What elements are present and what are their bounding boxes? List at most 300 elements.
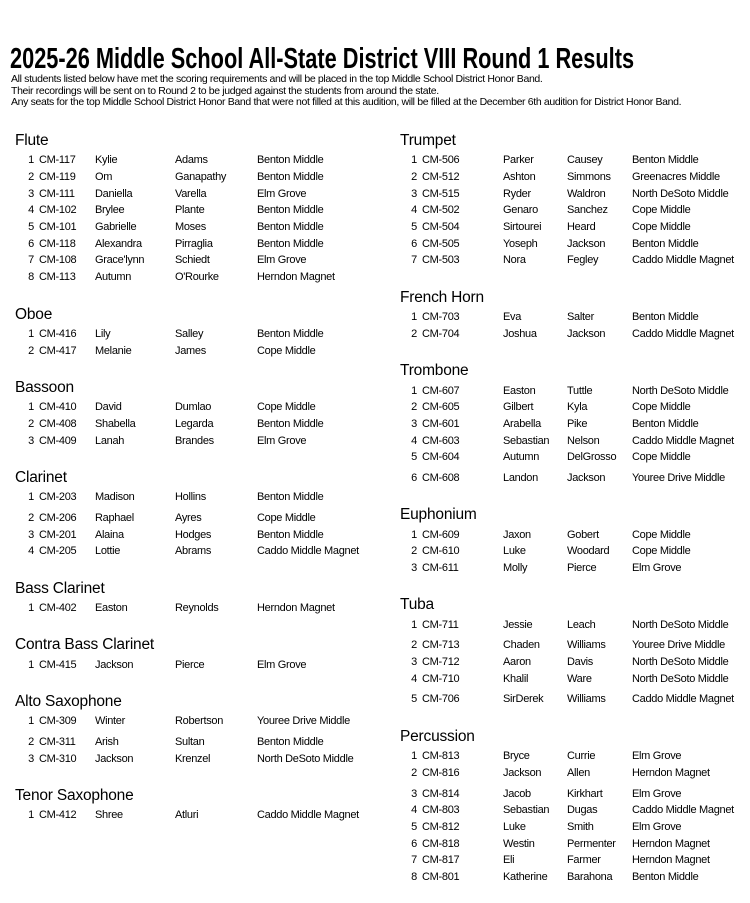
audition-id-cell: CM-704 [422, 327, 460, 340]
rank-cell: 1 [411, 750, 417, 763]
table-row [390, 802, 750, 819]
school-cell: Benton Middle [257, 417, 324, 430]
audition-id-cell: CM-108 [39, 254, 77, 267]
audition-id-cell: CM-309 [39, 715, 77, 728]
instrument-section-title: Euphonium [400, 506, 477, 524]
intro-line-2: Their recordings will be sent on to Round 2 to be judged against the students from around the state. [11, 84, 439, 97]
last-name-cell: Salley [175, 327, 204, 340]
audition-id-cell: CM-710 [422, 672, 460, 685]
last-name-cell: Permenter [567, 837, 616, 850]
instrument-section [390, 505, 750, 576]
audition-id-cell: CM-712 [422, 656, 460, 669]
first-name-cell: Aaron [503, 656, 531, 669]
instrument-section [0, 635, 390, 673]
school-cell: Benton Middle [257, 491, 324, 504]
last-name-cell: Hollins [175, 491, 206, 504]
school-cell: Elm Grove [257, 254, 307, 267]
school-cell: Elm Grove [257, 187, 307, 200]
audition-id-cell: CM-611 [422, 562, 459, 575]
table-row [390, 470, 750, 487]
school-cell: Benton Middle [257, 204, 324, 217]
table-row [390, 748, 750, 765]
section-rows [390, 152, 750, 269]
first-name-cell: David [95, 401, 122, 414]
last-name-cell: Kirkhart [567, 787, 603, 800]
table-row [390, 560, 750, 577]
table-row [0, 432, 390, 449]
table-row [390, 691, 750, 708]
last-name-cell: Williams [567, 639, 606, 652]
audition-id-cell: CM-706 [422, 693, 460, 706]
rank-cell: 1 [28, 491, 34, 504]
first-name-cell: Jacob [503, 787, 531, 800]
first-name-cell: Raphael [95, 511, 134, 524]
audition-id-cell: CM-512 [422, 171, 460, 184]
table-row [0, 543, 390, 560]
instrument-section-title: Contra Bass Clarinet [15, 636, 155, 654]
first-name-cell: Brylee [95, 204, 125, 217]
first-name-cell: Katherine [503, 870, 548, 883]
school-cell: Benton Middle [257, 327, 324, 340]
table-row [390, 616, 750, 633]
first-name-cell: Ashton [503, 171, 536, 184]
audition-id-cell: CM-408 [39, 417, 77, 430]
instrument-section [390, 361, 750, 486]
last-name-cell: Abrams [175, 545, 212, 558]
table-row [390, 326, 750, 343]
section-rows [390, 309, 750, 342]
school-cell: Benton Middle [632, 237, 699, 250]
audition-id-cell: CM-515 [422, 187, 460, 200]
school-cell: Caddo Middle Magnet [632, 693, 734, 706]
school-cell: Herndon Magnet [632, 837, 710, 850]
rank-cell: 1 [28, 327, 34, 340]
last-name-cell: Allen [567, 766, 590, 779]
audition-id-cell: CM-203 [39, 491, 77, 504]
table-row [390, 835, 750, 852]
table-row [0, 169, 390, 186]
school-cell: Cope Middle [632, 401, 691, 414]
rank-cell: 1 [28, 154, 34, 167]
audition-id-cell: CM-609 [422, 528, 460, 541]
first-name-cell: Om [95, 171, 113, 184]
school-cell: Elm Grove [257, 658, 307, 671]
first-name-cell: Jackson [95, 752, 134, 765]
school-cell: Youree Drive Middle [257, 715, 350, 728]
school-cell: Caddo Middle Magnet [632, 434, 734, 447]
first-name-cell: Luke [503, 820, 526, 833]
first-name-cell: Molly [503, 562, 528, 575]
first-name-cell: Jessie [503, 618, 533, 631]
audition-id-cell: CM-713 [422, 639, 460, 652]
first-name-cell: Shree [95, 809, 123, 822]
table-row [0, 152, 390, 169]
rank-cell: 2 [411, 545, 417, 558]
school-cell: Caddo Middle Magnet [632, 327, 734, 340]
first-name-cell: Ryder [503, 187, 531, 200]
instrument-section-title: Bassoon [15, 378, 74, 396]
last-name-cell: Sanchez [567, 204, 608, 217]
instrument-section [0, 378, 390, 449]
last-name-cell: Waldron [567, 187, 606, 200]
audition-id-cell: CM-504 [422, 221, 460, 234]
intro-text [11, 74, 681, 109]
first-name-cell: Arish [95, 736, 119, 749]
first-name-cell: Khalil [503, 672, 529, 685]
instrument-section-title: Oboe [15, 305, 53, 323]
audition-id-cell: CM-402 [39, 602, 77, 615]
table-row [0, 526, 390, 543]
section-rows [390, 382, 750, 486]
last-name-cell: Farmer [567, 854, 601, 867]
school-cell: Benton Middle [632, 154, 699, 167]
rank-cell: 2 [28, 344, 34, 357]
school-cell: North DeSoto Middle [632, 618, 729, 631]
last-name-cell: Plante [175, 204, 205, 217]
audition-id-cell: CM-605 [422, 401, 460, 414]
instrument-section-title: Tenor Saxophone [15, 787, 134, 805]
school-cell: North DeSoto Middle [632, 384, 729, 397]
rank-cell: 7 [28, 254, 34, 267]
table-row [0, 269, 390, 286]
rank-cell: 1 [411, 154, 417, 167]
last-name-cell: Moses [175, 221, 206, 234]
table-row [0, 807, 390, 824]
school-cell: Herndon Magnet [632, 854, 710, 867]
last-name-cell: Pike [567, 417, 588, 430]
rank-cell: 5 [411, 693, 417, 706]
last-name-cell: Adams [175, 154, 208, 167]
audition-id-cell: CM-816 [422, 766, 460, 779]
rank-cell: 8 [28, 271, 34, 284]
table-row [390, 185, 750, 202]
first-name-cell: Easton [95, 602, 128, 615]
table-row [0, 713, 390, 730]
rank-cell: 3 [411, 417, 417, 430]
rank-cell: 5 [28, 221, 34, 234]
table-row [0, 734, 390, 751]
first-name-cell: Shabella [95, 417, 136, 430]
school-cell: Caddo Middle Magnet [632, 804, 734, 817]
first-name-cell: Alexandra [95, 237, 142, 250]
audition-id-cell: CM-101 [39, 221, 77, 234]
rank-cell: 4 [28, 204, 34, 217]
first-name-cell: Lanah [95, 434, 125, 447]
school-cell: Elm Grove [632, 820, 682, 833]
audition-id-cell: CM-119 [39, 171, 76, 184]
table-row [0, 235, 390, 252]
last-name-cell: Heard [567, 221, 596, 234]
first-name-cell: Daniella [95, 187, 133, 200]
school-cell: Caddo Middle Magnet [632, 254, 734, 267]
rank-cell: 2 [411, 171, 417, 184]
audition-id-cell: CM-610 [422, 545, 460, 558]
table-row [390, 654, 750, 671]
table-row [0, 342, 390, 359]
audition-id-cell: CM-814 [422, 787, 460, 800]
first-name-cell: Landon [503, 471, 538, 484]
table-row [390, 152, 750, 169]
table-row [0, 750, 390, 767]
audition-id-cell: CM-102 [39, 204, 77, 217]
rank-cell: 7 [411, 254, 417, 267]
table-row [390, 449, 750, 466]
last-name-cell: Causey [567, 154, 603, 167]
table-row [0, 219, 390, 236]
first-name-cell: Westin [503, 837, 535, 850]
first-name-cell: Gabrielle [95, 221, 137, 234]
last-name-cell: Kyla [567, 401, 588, 414]
first-name-cell: Melanie [95, 344, 132, 357]
table-row [390, 765, 750, 782]
table-row [390, 785, 750, 802]
instrument-section [0, 786, 390, 824]
section-rows [0, 713, 390, 767]
section-rows [0, 399, 390, 449]
school-cell: Elm Grove [257, 434, 307, 447]
last-name-cell: Williams [567, 693, 606, 706]
audition-id-cell: CM-117 [39, 154, 76, 167]
first-name-cell: Genaro [503, 204, 538, 217]
school-cell: Cope Middle [257, 511, 316, 524]
school-cell: Cope Middle [257, 401, 316, 414]
rank-cell: 2 [411, 639, 417, 652]
last-name-cell: Smith [567, 820, 594, 833]
audition-id-cell: CM-111 [39, 187, 75, 200]
audition-id-cell: CM-506 [422, 154, 460, 167]
first-name-cell: Alaina [95, 528, 124, 541]
last-name-cell: Gobert [567, 528, 599, 541]
school-cell: Elm Grove [632, 787, 682, 800]
rank-cell: 4 [28, 545, 34, 558]
table-row [390, 432, 750, 449]
last-name-cell: Ganapathy [175, 171, 227, 184]
rank-cell: 5 [411, 451, 417, 464]
first-name-cell: Joshua [503, 327, 537, 340]
school-cell: Herndon Magnet [257, 602, 335, 615]
rank-cell: 1 [411, 311, 417, 324]
last-name-cell: Atluri [175, 809, 199, 822]
instrument-section-title: Flute [15, 132, 49, 149]
school-cell: Cope Middle [257, 344, 316, 357]
section-rows [390, 748, 750, 886]
last-name-cell: O'Rourke [175, 271, 219, 284]
column-left [0, 131, 390, 824]
first-name-cell: Lily [95, 327, 111, 340]
first-name-cell: Jackson [95, 658, 134, 671]
rank-cell: 3 [411, 656, 417, 669]
table-row [0, 416, 390, 433]
table-row [0, 202, 390, 219]
first-name-cell: Nora [503, 254, 526, 267]
rank-cell: 3 [411, 787, 417, 800]
audition-id-cell: CM-711 [422, 618, 459, 631]
rank-cell: 3 [28, 752, 34, 765]
school-cell: Cope Middle [632, 204, 691, 217]
column-right [390, 131, 750, 885]
section-rows [0, 656, 390, 673]
school-cell: Caddo Middle Magnet [257, 809, 359, 822]
last-name-cell: Nelson [567, 434, 600, 447]
table-row [390, 399, 750, 416]
section-rows [390, 526, 750, 576]
table-row [390, 169, 750, 186]
first-name-cell: Jaxon [503, 528, 531, 541]
intro-line-1: All students listed below have met the scoring requirements and will be placed in the top Middle School District Honor Band. [11, 73, 543, 85]
last-name-cell: Jackson [567, 471, 606, 484]
table-row [390, 637, 750, 654]
school-cell: Cope Middle [632, 221, 691, 234]
instrument-section [390, 727, 750, 886]
rank-cell: 2 [28, 511, 34, 524]
school-cell: Herndon Magnet [257, 271, 335, 284]
audition-id-cell: CM-417 [39, 344, 77, 357]
first-name-cell: Bryce [503, 750, 530, 763]
rank-cell: 5 [411, 221, 417, 234]
audition-id-cell: CM-416 [39, 327, 77, 340]
rank-cell: 1 [411, 528, 417, 541]
school-cell: Benton Middle [632, 870, 699, 883]
table-row [390, 819, 750, 836]
last-name-cell: Pirraglia [175, 237, 213, 250]
school-cell: North DeSoto Middle [632, 672, 729, 685]
intro-line-3: Any seats for the top Middle School District Honor Band that were not filled at this audition, will be filled at the December 6th audition for District Honor Band. [11, 96, 682, 108]
last-name-cell: Krenzel [175, 752, 211, 765]
audition-id-cell: CM-415 [39, 658, 77, 671]
rank-cell: 4 [411, 804, 417, 817]
instrument-section [0, 692, 390, 767]
section-rows [0, 326, 390, 359]
instrument-section [390, 595, 750, 707]
first-name-cell: Eli [503, 854, 515, 867]
audition-id-cell: CM-817 [422, 854, 460, 867]
last-name-cell: Dumlao [175, 401, 212, 414]
instrument-section [0, 468, 390, 560]
first-name-cell: Sebastian [503, 434, 550, 447]
instrument-section-title: French Horn [400, 288, 484, 306]
audition-id-cell: CM-113 [39, 271, 76, 284]
audition-id-cell: CM-812 [422, 820, 460, 833]
last-name-cell: Jackson [567, 327, 606, 340]
school-cell: Benton Middle [257, 171, 324, 184]
audition-id-cell: CM-608 [422, 471, 460, 484]
last-name-cell: Robertson [175, 715, 224, 728]
audition-id-cell: CM-803 [422, 804, 460, 817]
section-rows [0, 152, 390, 286]
rank-cell: 6 [28, 237, 34, 250]
rank-cell: 2 [411, 327, 417, 340]
table-row [390, 202, 750, 219]
instrument-section-title: Trombone [400, 362, 469, 380]
first-name-cell: Parker [503, 154, 534, 167]
rank-cell: 6 [411, 837, 417, 850]
first-name-cell: Grace'lynn [95, 254, 145, 267]
first-name-cell: Luke [503, 545, 526, 558]
last-name-cell: James [175, 344, 206, 357]
rank-cell: 3 [28, 434, 34, 447]
last-name-cell: Legarda [175, 417, 214, 430]
instrument-section-title: Bass Clarinet [15, 579, 105, 597]
school-cell: Benton Middle [257, 154, 324, 167]
school-cell: Caddo Middle Magnet [257, 545, 359, 558]
rank-cell: 3 [411, 562, 417, 575]
rank-cell: 2 [411, 401, 417, 414]
rank-cell: 3 [411, 187, 417, 200]
table-row [390, 252, 750, 269]
section-rows [0, 600, 390, 617]
audition-id-cell: CM-818 [422, 837, 460, 850]
audition-id-cell: CM-205 [39, 545, 77, 558]
rank-cell: 1 [411, 618, 417, 631]
rank-cell: 6 [411, 237, 417, 250]
rank-cell: 1 [28, 602, 34, 615]
last-name-cell: Ware [567, 672, 592, 685]
school-cell: Cope Middle [632, 545, 691, 558]
last-name-cell: Pierce [567, 562, 597, 575]
last-name-cell: Jackson [567, 237, 606, 250]
rank-cell: 8 [411, 870, 417, 883]
first-name-cell: Autumn [95, 271, 132, 284]
rank-cell: 4 [411, 672, 417, 685]
school-cell: Benton Middle [257, 221, 324, 234]
first-name-cell: Arabella [503, 417, 541, 430]
first-name-cell: Easton [503, 384, 536, 397]
rank-cell: 1 [28, 715, 34, 728]
school-cell: Benton Middle [257, 528, 324, 541]
audition-id-cell: CM-604 [422, 451, 460, 464]
instrument-section [390, 288, 750, 342]
audition-id-cell: CM-601 [422, 417, 460, 430]
table-row [0, 489, 390, 506]
rank-cell: 3 [28, 187, 34, 200]
last-name-cell: Pierce [175, 658, 205, 671]
first-name-cell: Lottie [95, 545, 121, 558]
table-row [0, 600, 390, 617]
school-cell: Benton Middle [257, 736, 324, 749]
school-cell: Benton Middle [632, 311, 699, 324]
audition-id-cell: CM-503 [422, 254, 460, 267]
school-cell: Cope Middle [632, 528, 691, 541]
table-row [390, 543, 750, 560]
audition-id-cell: CM-703 [422, 311, 460, 324]
school-cell: Benton Middle [632, 417, 699, 430]
instrument-section-title: Tuba [400, 596, 434, 614]
rank-cell: 4 [411, 204, 417, 217]
school-cell: Elm Grove [632, 750, 682, 763]
table-row [390, 219, 750, 236]
last-name-cell: Reynolds [175, 602, 219, 615]
first-name-cell: SirDerek [503, 693, 544, 706]
first-name-cell: Gilbert [503, 401, 534, 414]
school-cell: Youree Drive Middle [632, 639, 725, 652]
rank-cell: 1 [28, 401, 34, 414]
section-rows [390, 616, 750, 707]
table-row [0, 252, 390, 269]
rank-cell: 7 [411, 854, 417, 867]
first-name-cell: Autumn [503, 451, 540, 464]
audition-id-cell: CM-311 [39, 736, 76, 749]
audition-id-cell: CM-607 [422, 384, 460, 397]
last-name-cell: Schiedt [175, 254, 210, 267]
audition-id-cell: CM-502 [422, 204, 460, 217]
last-name-cell: Simmons [567, 171, 611, 184]
first-name-cell: Kylie [95, 154, 118, 167]
last-name-cell: Salter [567, 311, 594, 324]
school-cell: Herndon Magnet [632, 766, 710, 779]
school-cell: Greenacres Middle [632, 171, 720, 184]
audition-id-cell: CM-409 [39, 434, 77, 447]
rank-cell: 1 [411, 384, 417, 397]
